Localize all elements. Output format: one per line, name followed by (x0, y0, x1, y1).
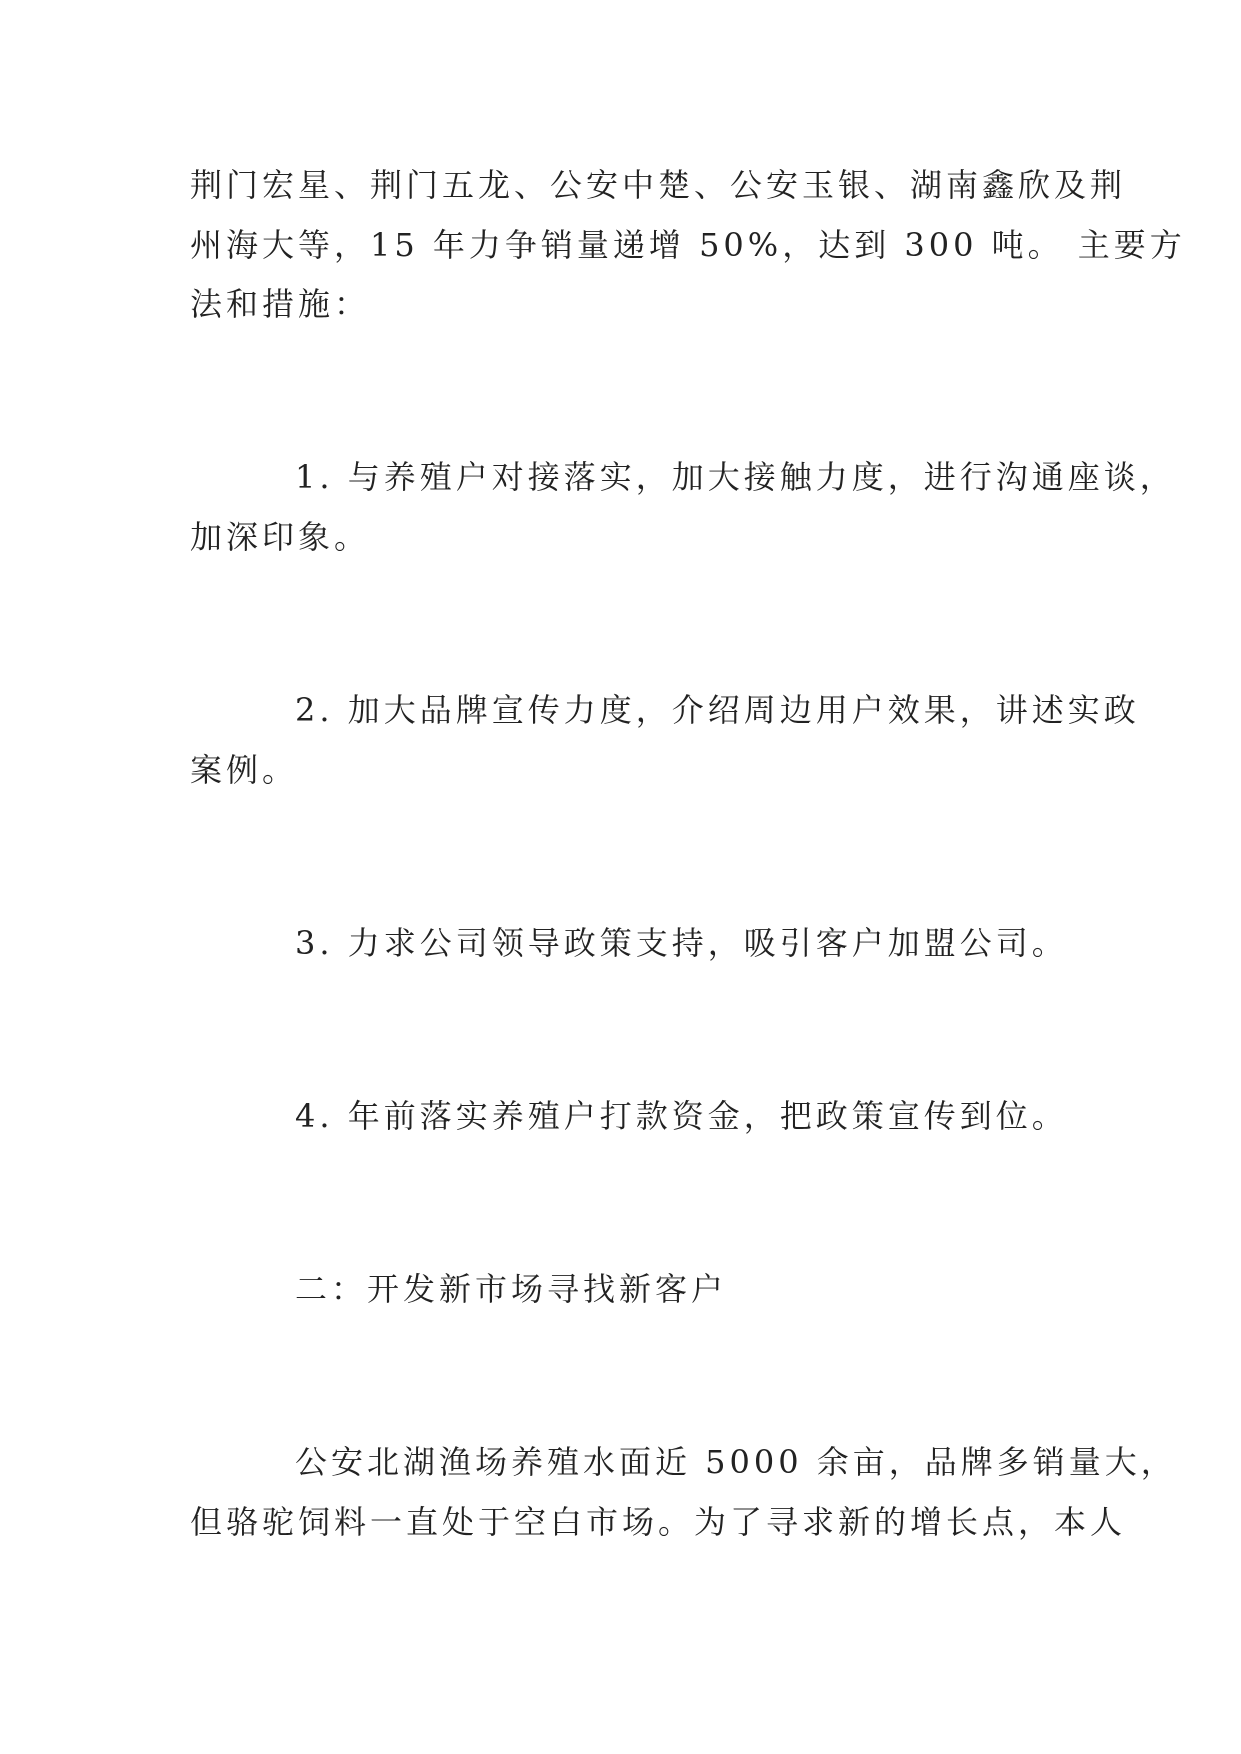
list-item-2-line: 案例。 (190, 751, 299, 789)
paragraph-line: 法和措施： (190, 285, 371, 323)
paragraph-line: 荆门宏星、荆门五龙、公安中楚、公安玉银、湖南鑫欣及荆 (190, 166, 1127, 204)
list-item-3-line: 3. 力求公司领导政策支持，吸引客户加盟公司。 (295, 924, 1068, 962)
paragraph-line: 州海大等，15 年力争销量递增 50%，达到 300 吨。 主要方 (190, 226, 1186, 264)
list-item-1-line: 1. 与养殖户对接落实，加大接触力度，进行沟通座谈， (295, 458, 1176, 496)
list-item-2-line: 2. 加大品牌宣传力度，介绍周边用户效果，讲述实政 (295, 691, 1140, 729)
paragraph-line: 但骆驼饲料一直处于空白市场。为了寻求新的增长点，本人 (190, 1503, 1127, 1541)
paragraph-line: 公安北湖渔场养殖水面近 5000 余亩，品牌多销量大， (295, 1443, 1177, 1481)
list-item-1-line: 加深印象。 (190, 518, 371, 556)
list-item-4-line: 4. 年前落实养殖户打款资金，把政策宣传到位。 (295, 1097, 1068, 1135)
section-heading: 二：开发新市场寻找新客户 (295, 1270, 728, 1308)
